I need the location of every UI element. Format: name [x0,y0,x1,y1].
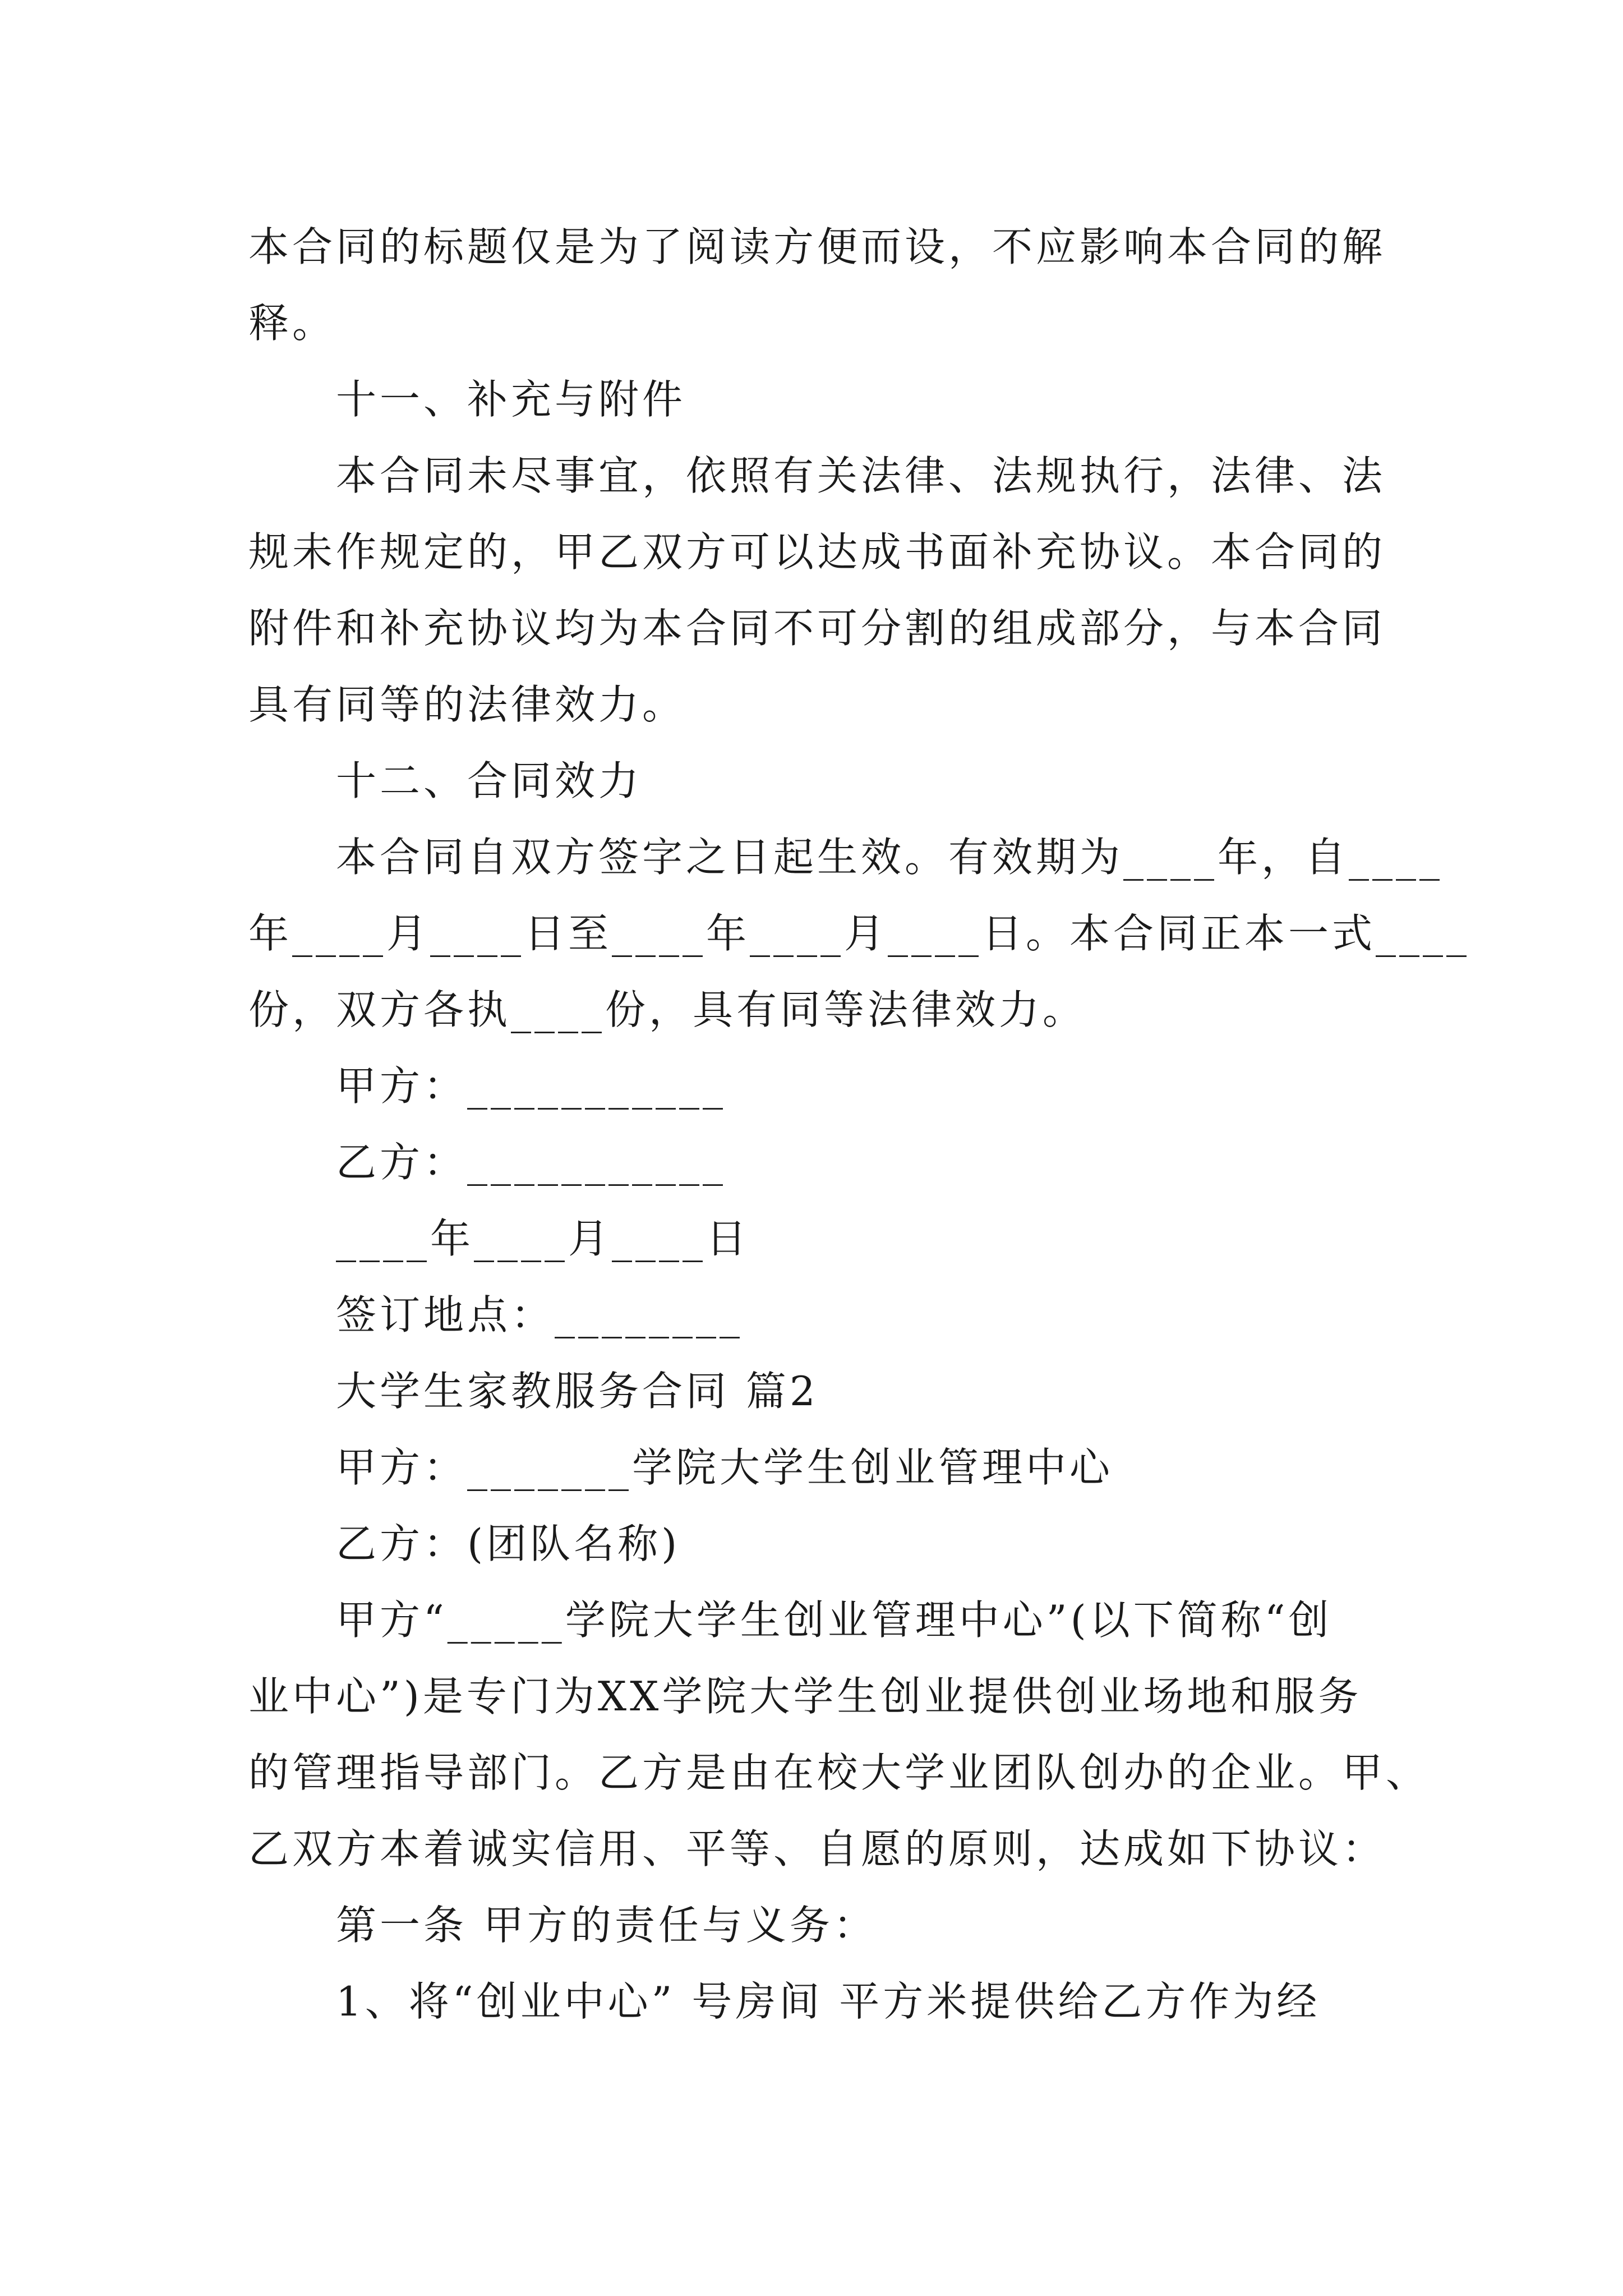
signature-date [248,1200,1389,1277]
text-line: ____年____月____日 [336,1215,750,1262]
text-line: 业中心”)是专门为XX学院大学生创业提供创业场地和服务 [248,1673,1362,1720]
party-b-line [248,1506,1389,1582]
text-line: 乙方：___________ [336,1139,727,1186]
text-line: 规未作规定的，甲乙双方可以达成书面补充协议。本合同的 [248,528,1386,576]
text-line: 本合同自双方签字之日起生效。有效期为____年，自____ [248,834,1444,881]
section-heading-12 [248,743,1389,819]
text-line: 乙双方本着诚实信用、平等、自愿的原则，达成如下协议： [248,1825,1386,1872]
text-line: 乙方：(团队名称) [336,1520,681,1567]
text-line: 甲方“_____学院大学生创业管理中心”(以下简称“创 [248,1596,1332,1644]
article-1-heading [248,1887,1389,1963]
text-line: 本合同的标题仅是为了阅读方便而设，不应影响本合同的解 [248,223,1386,270]
paragraph-intro [248,1582,1430,1887]
paragraph-validity [248,819,1470,1048]
text-line: 甲方：___________ [336,1062,727,1110]
text-line: 第一条 甲方的责任与义务： [336,1902,877,1949]
article-1-item-1 [248,1963,1389,2040]
text-line: 1、将“创业中心” 号房间 平方米提供给乙方作为经 [248,1978,1321,2025]
text-line: 附件和补充协议均为本合同不可分割的组成部分，与本合同 [248,605,1386,652]
text-line: 年____月____日至____年____月____日。本合同正本一式____ [248,910,1470,957]
text-line: 具有同等的法律效力。 [248,681,686,728]
signature-party-a [248,1048,1389,1124]
paragraph-supplement [248,438,1389,743]
party-a-line [248,1429,1389,1506]
signature-party-b [248,1124,1389,1200]
text-line: 十二、合同效力 [336,757,643,804]
text-line: 本合同未尽事宜，依照有关法律、法规执行，法律、法 [248,452,1386,499]
document-body [248,209,1470,2040]
text-line: 的管理指导部门。乙方是由在校大学业团队创办的企业。甲、 [248,1749,1430,1796]
paragraph-title-clause [248,209,1389,361]
contract-title-2 [248,1353,1389,1429]
text-line: 释。 [248,300,336,347]
text-line: 大学生家教服务合同 篇2 [336,1368,819,1415]
text-line: 甲方：_______学院大学生创业管理中心 [336,1444,1114,1491]
text-line: 份，双方各执____份，具有同等法律效力。 [248,986,1087,1033]
signing-place [248,1277,1389,1353]
section-heading-11 [248,361,1389,438]
text-line: 十一、补充与附件 [336,376,686,423]
text-line: 签订地点：________ [336,1291,744,1338]
